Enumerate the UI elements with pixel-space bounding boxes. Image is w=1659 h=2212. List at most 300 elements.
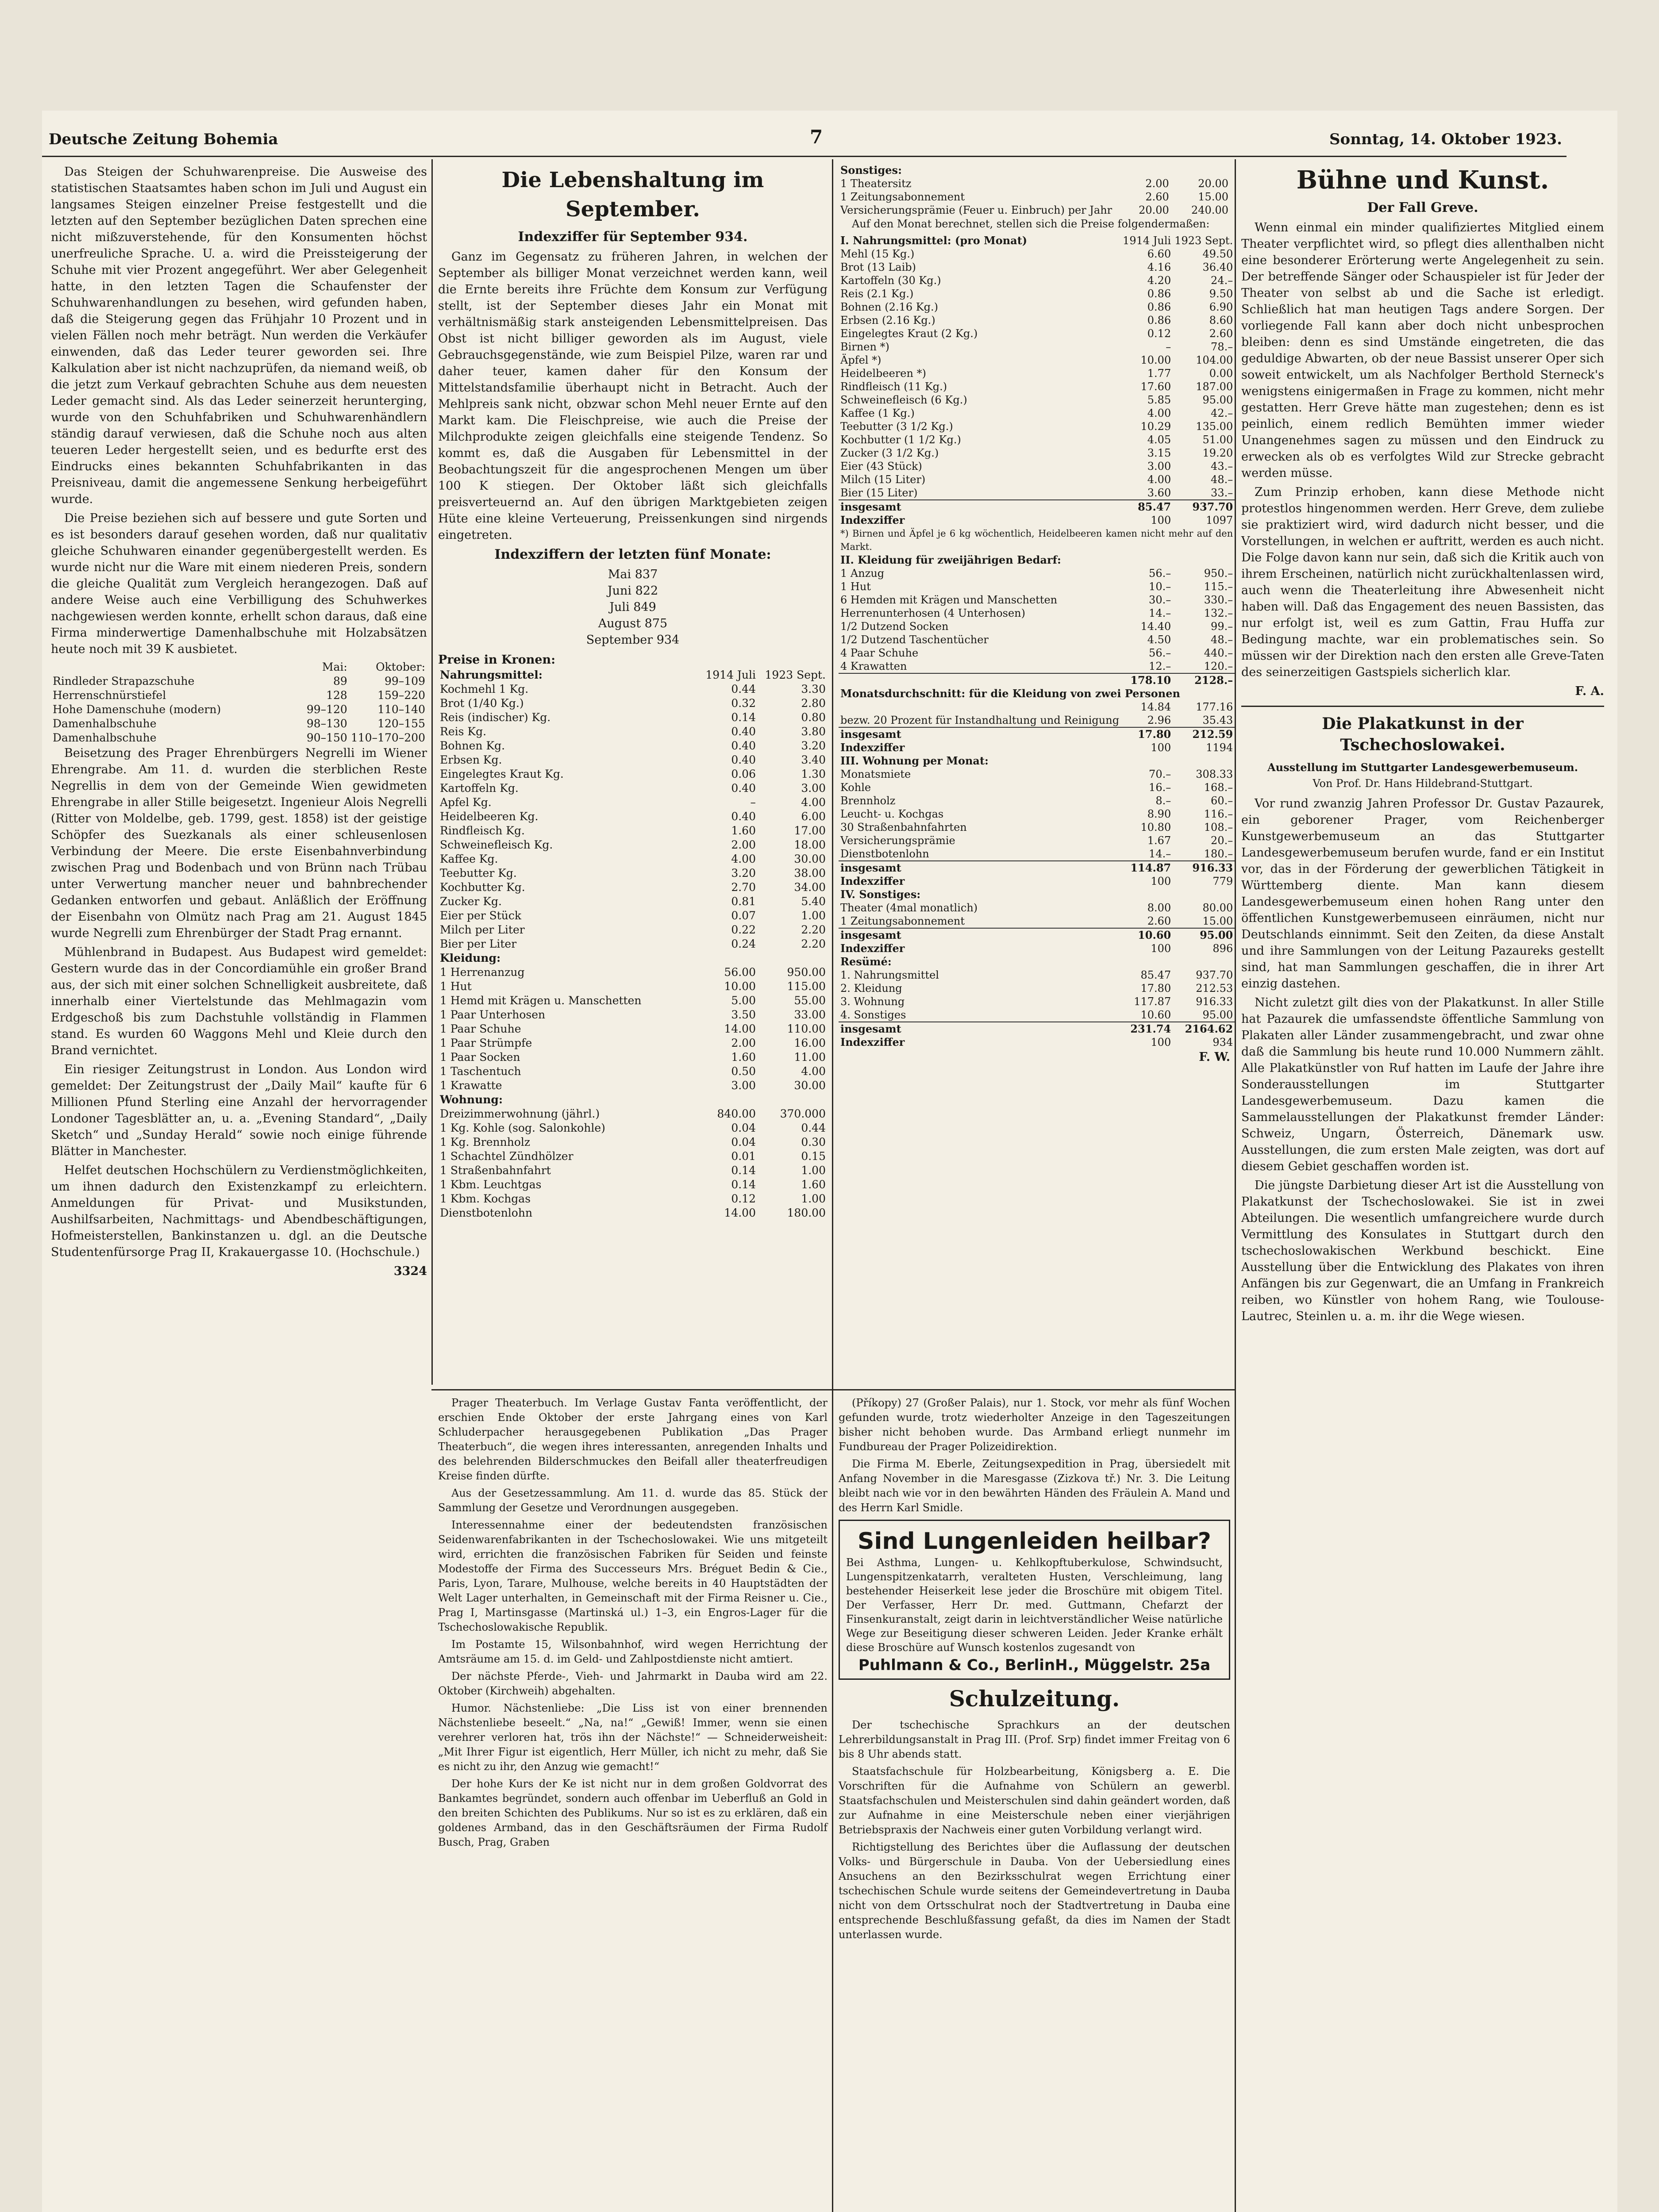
table-row <box>839 968 1235 982</box>
shoe-price-table <box>51 660 427 745</box>
table-cell-value: 0.15 <box>801 1150 826 1163</box>
table-row <box>438 753 828 767</box>
table-cell-value: – <box>1166 341 1171 353</box>
article-title-plakatkunst: Die Plakatkunst in der Tschechoslowakei. <box>1322 714 1524 754</box>
table-cell-value: 0.40 <box>731 782 756 795</box>
table-cell-value: 18.00 <box>794 838 826 851</box>
table-cell-value: 4.20 <box>1147 274 1171 287</box>
table-cell-label: 1/2 Dutzend Taschentücher <box>840 634 989 646</box>
article-shoe-prices-cont: Die Preise beziehen sich auf bessere und gute Sorten und es ist besonders darauf gesehen worden, daß nur qualitativ gleiche Schuhwaren einander gegenübergestellt werden. Es wurde nicht nur die Ware mit einem niederen Preis, sondern die gleiche Qualität zum Vergleich herangezogen. Daß auf andere Weise auch eine Verbilligung des Schuhwerkes nachgewiesen werden konnte, erhellt schon daraus, daß eine Firma minderwertige Damenhalbschuhe mit Holzabsätzen heute noch mit 39 K ausbietet. <box>51 511 427 656</box>
article-postamt: Im Postamte 15, Wilsonbahnhof, wird wegen Herrichtung der Amtsräume am 15. d. im Geld- und Zahlpostdienste nicht amtiert. <box>438 1638 828 1665</box>
table-row <box>438 965 828 979</box>
table-cell-value: 11.00 <box>794 1051 826 1064</box>
table-cell-value: 168.– <box>1204 781 1233 794</box>
table-cell-label: Zucker Kg. <box>440 895 502 908</box>
table-row <box>839 433 1235 446</box>
table-cell-value: 30.00 <box>794 853 826 865</box>
table-cell-label: 1 Kg. Brennholz <box>440 1136 531 1148</box>
table-cell-value: 0.12 <box>1147 327 1171 340</box>
table-cell-value: 5.85 <box>1147 394 1171 406</box>
table-cell-label: Milch (15 Liter) <box>840 473 926 486</box>
table-header: Mai: <box>322 661 347 673</box>
table-row <box>839 714 1235 727</box>
table-cell-value: – <box>750 796 756 809</box>
table-row <box>839 1008 1235 1022</box>
table-cell-label: Heidelbeeren Kg. <box>440 810 539 823</box>
article-greve: Wenn einmal ein minder qualifiziertes Mitglied einem Theater verpflichtet wird, so pflegt dies allenthalben nicht eine besonderer Erörterung werte Angelegenheit zu sein. Der betreffende Sänger oder Schauspieler ist für Jeder der Theater von selbst ab und die Sache ist erledigt. Schließlich hat man heutigen Tags andere Sorgen. Der vorliegende Fall kann aber doch nicht unbesprochen bleiben: denn es sind Umstände eingetreten, die das geduldige Abwarten, ob der neue Bassist unserer Oper sich soweit entwickelt, um als Nachfolger Berthold Sterneck's wenigstens einigermaßen in Frage zu kommen, nicht mehr gestatten. Herr Greve hätte man zugestehen; denn es ist peinlich, einem redlich Bemühten immer wieder Unangenehmes sagen zu müssen und den Eindruck zu erwecken als ob es verfolgtes Wild zur Strecke gebracht werden müsse. <box>1241 221 1604 480</box>
table-cell-value: 10.00 <box>724 980 756 993</box>
table-cell-value: 56.00 <box>724 966 756 979</box>
table-row: Hohe Damenschuhe (modern) 99–120 110–140 <box>53 703 425 716</box>
table-cell-value: 120.– <box>1204 660 1233 672</box>
index-line: Juni 822 <box>607 584 658 598</box>
table-row <box>438 1178 828 1192</box>
table-cell-value: 5.40 <box>801 895 826 908</box>
article-code: 3324 <box>393 1264 427 1278</box>
table-cell-value: 4.50 <box>1147 634 1171 646</box>
table-cell-value: 3.60 <box>1147 487 1171 499</box>
table-cell-value: 950.00 <box>787 966 826 979</box>
ad-title: Sind Lungenleiden heilbar? <box>858 1528 1211 1555</box>
table-cell-value: 8.90 <box>1147 808 1171 820</box>
index-line: September 934 <box>586 633 680 647</box>
table-cell-value: 3.40 <box>801 753 826 766</box>
table-row <box>438 866 828 880</box>
table-row <box>839 580 1235 593</box>
table-cell-label: 1 Taschentuch <box>440 1065 521 1078</box>
table-row <box>839 847 1235 861</box>
table-cell-value: 3.00 <box>801 782 826 795</box>
table-cell-value: 14.00 <box>724 1206 756 1219</box>
table-cell-label: Herrenunterhosen (4 Unterhosen) <box>840 607 1025 619</box>
table-cell-value: 10.29 <box>1140 420 1171 433</box>
table-cell-value: 36.40 <box>1202 261 1233 273</box>
table-cell-value: 0.40 <box>731 753 756 766</box>
table-cell-label: Reis Kg. <box>440 725 487 738</box>
table-cell-value: 3.00 <box>731 1079 756 1092</box>
table-cell-value: 8.00 <box>1147 902 1171 914</box>
article-title: Die Lebenshaltung im September. <box>501 168 764 222</box>
table-cell-value: 0.80 <box>801 711 826 724</box>
table-cell-value: 1.00 <box>801 1192 826 1205</box>
table-row <box>438 1107 828 1121</box>
table-cell-value: 2.60 <box>1145 191 1169 203</box>
table-cell-label: Eingelegtes Kraut Kg. <box>440 768 564 780</box>
article-student-aid: Helfet deutschen Hochschülern zu Verdienstmöglichkeiten, um ihnen dadurch den Existenzkampf zu erleichtern. Anmeldungen für Privat- und Musikstunden, Aushilfsarbeiten, Nachmittags- und Abendbeschäftigungen, Hofmeisterstellen, Bankinstanzen u. dgl. an die Deutsche Studentenfürsorge Prag II, Krakauergasse 10. (Hochschule.) <box>51 1164 427 1259</box>
table-cell-label: Dreizimmerwohnung (jährl.) <box>440 1107 600 1120</box>
table-cell-label: 4 Krawatten <box>840 660 907 672</box>
table-cell-label: Kartoffeln (30 Kg.) <box>840 274 941 287</box>
table-cell-value: 20.00 <box>1198 177 1228 190</box>
table-cell-label: Bier per Liter <box>440 937 517 950</box>
table-row <box>438 1192 828 1206</box>
table-row <box>438 696 828 710</box>
table-row <box>438 1022 828 1036</box>
table-cell-value: 9.50 <box>1209 288 1233 300</box>
table-row <box>839 794 1235 807</box>
table-cell-value: 180.– <box>1204 848 1233 860</box>
table-row: Damenhalbschuhe 98–130 120–155 <box>53 717 425 730</box>
table-cell-label: 1 Paar Socken <box>440 1051 520 1064</box>
table-row <box>839 367 1235 380</box>
table-cell-value: 0.06 <box>731 768 756 780</box>
table-row <box>839 460 1235 473</box>
table-cell-value: 117.87 <box>1134 995 1171 1008</box>
table-cell-label: Bier (15 Liter) <box>840 487 918 499</box>
table-row <box>438 795 828 810</box>
table-cell-value: 240.00 <box>1191 204 1228 216</box>
article-seidenwaren: Interessennahme einer der bedeutendsten französischen Seidenwarenfabrikanten in der Tschechoslowakei. Wie uns mitgeteilt wird, errichten die französischen Fabriken für Seiden und feinste Modestoffe der Firma des Successeurs Mrs. Bréguet Bedin & Cie., Paris, Lyon, Tarare, Mulhouse, welche bereits in 40 Hauptstädten der Welt Lager unterhalten, in Gemeinschaft mit der Firma Reisner u. Cie., Prag I, Martinsgasse (Martinská ul.) 1–3, ein Engros-Lager für die Tschechoslowakische Republik. <box>438 1519 828 1633</box>
index-heading: Indexziffern der letzten fünf Monate: <box>494 547 771 562</box>
table-cell-label: Monatsmiete <box>840 768 911 780</box>
ad-advertiser: Puhlmann & Co., BerlinH., Müggelstr. 25a <box>858 1656 1211 1674</box>
table-row <box>438 781 828 795</box>
table-cell-value: 1.60 <box>801 1178 826 1191</box>
table-cell-value: 4.05 <box>1147 434 1171 446</box>
signature: F. W. <box>1199 1050 1230 1064</box>
table-row <box>839 274 1235 287</box>
article-sprachkurs: Der tschechische Sprachkurs an der deutschen Lehrerbildungsanstalt in Prag III. (Prof. Srp) findet immer Freitag von 6 bis 8 Uhr abends statt. <box>839 1719 1230 1760</box>
table-cell-value: 10.80 <box>1140 821 1171 833</box>
table-row <box>839 380 1235 393</box>
table-row <box>839 700 1235 714</box>
section-title-buehne: Bühne und Kunst. <box>1296 165 1549 195</box>
table-row <box>839 177 1230 190</box>
column-3 <box>839 164 1233 1385</box>
column-1 <box>51 164 427 2212</box>
table-cell-label: Eier (43 Stück) <box>840 460 922 472</box>
table-cell-value: 51.00 <box>1202 434 1233 446</box>
table-row <box>839 646 1235 660</box>
article-plakatkunst: Vor rund zwanzig Jahren Professor Dr. Gustav Pazaurek, ein geborener Prager, vom Reichenberger Kunstgewerbemuseum an das Stuttgarter Landesgewerbemuseum berufen wurde, fand er ein Institut vor, das in der Förderung der gewerblichen Tätigkeit in Württemberg diente. Man kann diesem Landesgewerbemuseum einen hohen Rang unter den öffentlichen Kunstgewerbemuseen einräumen, nicht nur Deutschlands einnimmt. Seit den Zeiten, da diese Anstalt und ihre Sammlungen von der Leitung Pazaureks gestellt sind, hat man Sammlungen geschaffen, die in ihrer Art einzig dastehen. <box>1241 797 1604 991</box>
table-cell-value: 34.00 <box>794 881 826 894</box>
table-row <box>839 486 1235 500</box>
table-row <box>839 593 1235 607</box>
table-cell-value: 3.15 <box>1147 447 1171 459</box>
table-cell-value: 1.00 <box>801 1164 826 1177</box>
table-row <box>438 682 828 696</box>
table-row <box>438 1164 828 1178</box>
table-cell-label: Teebutter Kg. <box>440 867 517 879</box>
table-cell-label: 1 Hut <box>440 980 472 993</box>
table-cell-value: 2.70 <box>731 881 756 894</box>
table-cell-value: 0.40 <box>731 725 756 738</box>
index-line: Juli 849 <box>609 600 656 614</box>
table-cell-value: 60.– <box>1211 795 1233 807</box>
table-cell-label: Erbsen (2.16 Kg.) <box>840 314 935 326</box>
advertisement <box>839 1520 1230 1680</box>
table-cell-value: 0.04 <box>731 1136 756 1148</box>
table-cell-value: 4.00 <box>1147 407 1171 419</box>
table-cell-value: 1.77 <box>1147 367 1171 380</box>
table-cell-value: 20.– <box>1211 834 1233 847</box>
column-rule <box>1235 159 1236 2212</box>
article-dauba: Richtigstellung des Berichtes über die Auflassung der deutschen Volks- und Bürgerschule in Dauba. Von der Uebersiedlung eines Ansuchens an den Bezirksschulrat wegen Errichtung einer tschechischen Schule wurde seitens der Gemeindevertretung in Dauba nicht von dem Ortsschulrat noch der Stadtvertretung in Dauba eine entsprechende Beschlußfassung gefaßt, da dies im Namen der Stadt unterlassen wurde. <box>839 1841 1230 1941</box>
table-cell-value: 0.40 <box>731 810 756 823</box>
table-row <box>438 937 828 951</box>
table-row <box>839 633 1235 646</box>
table-cell-value: 33.00 <box>794 1008 826 1021</box>
table-cell-value: 132.– <box>1204 607 1233 619</box>
table-cell-value: 440.– <box>1204 647 1233 659</box>
table-cell-value: 2.20 <box>801 937 826 950</box>
table-cell-value: 0.86 <box>1147 288 1171 300</box>
table-cell-value: 48.– <box>1211 473 1233 486</box>
table-cell-label: Zucker (3 1/2 Kg.) <box>840 447 939 459</box>
table-row <box>438 824 828 838</box>
table-cell-value: 55.00 <box>794 994 826 1007</box>
section-title-schulzeitung: Schulzeitung. <box>949 1686 1120 1712</box>
table-cell-value: 19.20 <box>1202 447 1233 459</box>
table-cell-label: 1 Kbm. Kochgas <box>440 1192 531 1205</box>
table-row <box>438 767 828 781</box>
article-subtitle: Indexziffer für September 934. <box>518 229 748 245</box>
table-row <box>438 923 828 937</box>
article-armband: (Příkopy) 27 (Großer Palais), nur 1. Stock, vor mehr als fünf Wochen gefunden wurde, trotz wiederholter Anzeige in den Tageszeitungen bisher nicht behoben wurde. Das Armband erliegt nunmehr im Fundbureau der Prager Polizeidirektion. <box>839 1397 1230 1453</box>
table-cell-value: 3.20 <box>731 867 756 879</box>
article-subtitle-greve: Der Fall Greve. <box>1367 200 1478 215</box>
table-cell-value: 0.00 <box>1209 367 1233 380</box>
table-cell-label: 1 Hut <box>840 580 871 593</box>
table-cell-label: 1 Hemd mit Krägen u. Manschetten <box>440 994 642 1007</box>
column-2 <box>438 164 828 1385</box>
table-cell-value: 4.00 <box>801 1065 826 1078</box>
table-cell-label: Birnen *) <box>840 341 889 353</box>
table-cell-value: 1.00 <box>801 909 826 922</box>
article-greve-cont: Zum Prinzip erhoben, kann diese Methode nicht protestlos hingenommen werden. Herr Greve, dem zuliebe sie praktiziert wird, wird dadurch nicht besser, und die Vorstellungen, in welchen er auftritt, werden es auch nicht. Die Folge davon kann nur sein, daß sich die Kritik auch von ihrem Erscheinen, natürlich nicht zurückhaltenlassen wird, auch wenn die Theaterleitung ihre Abwesenheit nicht haben will. Daß das Engagement des neuen Bassisten, das nur erfolgt ist, weil es zum Gattin, Frau Huffa zur Bedingung machte, war ein problematisches sein. So müssen wir der Direktion nach den ersten alle Greve-Taten des seinerzeitigen Gastspiels sicherlich klar. <box>1241 485 1604 679</box>
table-row <box>438 739 828 753</box>
table-cell-value: 14.84 <box>1140 701 1171 713</box>
index-line: Mai 837 <box>608 568 658 581</box>
table-header: Oktober: <box>376 661 425 673</box>
table-row <box>438 1050 828 1064</box>
table-cell-label: 1 Paar Schuhe <box>440 1022 521 1035</box>
table-row <box>839 446 1235 460</box>
table-cell-label: Schweinefleisch (6 Kg.) <box>840 394 967 406</box>
table-cell-value: 6.90 <box>1209 301 1233 313</box>
page-header <box>49 126 1562 153</box>
table-cell-value: 187.00 <box>1196 380 1233 393</box>
table-row <box>839 190 1230 204</box>
table-row <box>438 895 828 909</box>
table-row <box>438 1079 828 1093</box>
table-cell-value: 10.– <box>1149 580 1171 593</box>
table-cell-value: 115.00 <box>787 980 826 993</box>
table-cell-value: 4.00 <box>801 796 826 809</box>
note: Auf den Monat berechnet, stellen sich die Preise folgendermaßen: <box>852 218 1210 230</box>
article-theaterbuch: Prager Theaterbuch. Im Verlage Gustav Fanta veröffentlicht, der erschien Ende Oktober der erste Jahrgang eines von Karl Schluderpacher herausgegebenen Publikation „Das Prager Theaterbuch“, die wegen ihres interessanten, anregenden Inhalts und des belehrenden Bilderschmuckes den Beifall aller theaterfreudigen Kreise finden dürfte. <box>438 1397 828 1482</box>
table-cell-value: 840.00 <box>717 1107 756 1120</box>
table-cell-label: Heidelbeeren *) <box>840 367 926 380</box>
table-cell-value: 308.33 <box>1196 768 1233 780</box>
table-cell-value: 0.12 <box>731 1192 756 1205</box>
table-cell-value: 108.– <box>1204 821 1233 833</box>
article-subtitle-plakatkunst: Ausstellung im Stuttgarter Landesgewerbemuseum. <box>1267 761 1578 774</box>
table-cell-value: 2.00 <box>1145 177 1169 190</box>
table-cell-value: 950.– <box>1204 567 1233 580</box>
table-cell-value: 0.44 <box>731 683 756 695</box>
table-cell-label: Kaffee (1 Kg.) <box>840 407 915 419</box>
table-row: Herrenschnürstiefel 128 159–220 <box>53 689 425 702</box>
table-row <box>438 725 828 739</box>
table-cell-label: Versicherungsprämie (Feuer u. Einbruch) per Jahr <box>840 204 1112 216</box>
section-rule <box>1241 706 1604 707</box>
table-cell-value: 0.30 <box>801 1136 826 1148</box>
table-cell-value: 33.– <box>1211 487 1233 499</box>
table-cell-label: Erbsen Kg. <box>440 753 502 766</box>
table-row <box>839 781 1235 794</box>
table-cell-value: 2.00 <box>731 838 756 851</box>
table-cell-value: 370.000 <box>780 1107 826 1120</box>
table-cell-label: Rindfleisch (11 Kg.) <box>840 380 947 393</box>
table-cell-label: 1. Nahrungsmittel <box>840 969 939 981</box>
table-cell-label: Kartoffeln Kg. <box>440 782 519 795</box>
table-row: Rindleder Strapazschuhe 89 99–109 <box>53 675 425 687</box>
table-row <box>438 909 828 923</box>
table-cell-value: 2.96 <box>1147 714 1171 726</box>
table-row <box>839 768 1235 781</box>
table-cell-value: 0.14 <box>731 1164 756 1177</box>
table-row <box>438 979 828 994</box>
table-row <box>839 901 1235 914</box>
table-cell-value: 0.81 <box>731 895 756 908</box>
table-cell-label: Kochbutter Kg. <box>440 881 525 894</box>
table-cell-value: 3.50 <box>731 1008 756 1021</box>
prices-heading: Preise in Kronen: <box>438 653 556 667</box>
page-number: 7 <box>810 126 823 148</box>
table-cell-label: Leucht- u. Kochgas <box>840 808 944 820</box>
article-author: Von Prof. Dr. Hans Hildebrand-Stuttgart. <box>1313 777 1533 790</box>
table-cell-label: 1 Zeitungsabonnement <box>840 915 965 927</box>
table-cell-value: 14.00 <box>724 1022 756 1035</box>
table-cell-value: 0.04 <box>731 1121 756 1134</box>
table-cell-value: 0.22 <box>731 923 756 936</box>
section-rule <box>431 1389 1235 1390</box>
table-cell-label <box>839 700 1121 714</box>
table-row <box>839 261 1235 274</box>
table-cell-value: 95.00 <box>1202 1009 1233 1021</box>
table-cell-value: 6.00 <box>801 810 826 823</box>
table-cell-value: 0.14 <box>731 711 756 724</box>
table-cell-value: 17.80 <box>1140 982 1171 995</box>
table-row <box>839 314 1235 327</box>
table-cell-label: 1 Krawatte <box>440 1079 502 1092</box>
table-cell-value: 0.32 <box>731 697 756 710</box>
table-cell-label: Rindfleisch Kg. <box>440 824 525 837</box>
table-cell-label: Dienstbotenlohn <box>440 1206 533 1219</box>
table-cell-label: Dienstbotenlohn <box>840 848 929 860</box>
table-cell-label: Mehl (15 Kg.) <box>840 248 915 260</box>
table-cell-value: 3.20 <box>801 739 826 752</box>
table-cell-label: 1/2 Dutzend Socken <box>840 620 949 633</box>
table-cell-value: 17.60 <box>1140 380 1171 393</box>
table-cell-value: 0.01 <box>731 1150 756 1163</box>
table-cell-label: Theater (4mal monatlich) <box>840 902 978 914</box>
table-row <box>839 821 1235 834</box>
table-cell-value: 2.60 <box>1209 327 1233 340</box>
table-cell-label: Kochmehl 1 Kg. <box>440 683 529 695</box>
table-cell-value: 80.00 <box>1202 902 1233 914</box>
table-cell-value: 15.00 <box>1198 191 1228 203</box>
table-row <box>839 300 1235 314</box>
table-row <box>839 204 1230 217</box>
table-cell-value: 0.14 <box>731 1178 756 1191</box>
table-cell-value: 1.67 <box>1147 834 1171 847</box>
table-cell-value: 2.60 <box>1147 915 1171 927</box>
issue-date: Sonntag, 14. Oktober 1923. <box>1329 131 1562 148</box>
table-cell-value: 99.– <box>1211 620 1233 633</box>
table-cell-label: 4 Paar Schuhe <box>840 647 919 659</box>
table-cell-label: bezw. 20 Prozent für Instandhaltung und Reinigung <box>840 714 1120 726</box>
table-cell-value: 212.53 <box>1196 982 1233 995</box>
table-row <box>839 340 1235 353</box>
table-cell-value: 4.16 <box>1147 261 1171 273</box>
table-cell-label: 1 Herrenanzug <box>440 966 525 979</box>
table-cell-value: 78.– <box>1211 341 1233 353</box>
table-cell-label: Kaffee Kg. <box>440 853 498 865</box>
table-cell-label: Versicherungsprämie <box>840 834 955 847</box>
table-row <box>438 880 828 895</box>
table-cell-label: 2. Kleidung <box>840 982 902 995</box>
table-cell-label: 30 Straßenbahnfahrten <box>840 821 967 833</box>
budget-table: Sonstiges: 1 Theatersitz 2.00 20.00 1 Zeitungsabonnement 2.60 15.00 Versicherungsprämie (Feuer u. Einbruch) per Jahr 20.00 240.00 <box>839 164 1230 217</box>
table-cell-value: 104.00 <box>1196 354 1233 366</box>
table-row <box>839 982 1235 995</box>
table-row <box>839 393 1235 407</box>
table-cell-value: 10.60 <box>1140 1009 1171 1021</box>
table-cell-label: 1 Paar Unterhosen <box>440 1008 546 1021</box>
table-cell-value: 30.00 <box>794 1079 826 1092</box>
table-cell-label: Teebutter (3 1/2 Kg.) <box>840 420 953 433</box>
table-row <box>839 660 1235 673</box>
table-cell-label: 6 Hemden mit Krägen und Manschetten <box>840 594 1058 606</box>
table-row <box>438 1064 828 1079</box>
table-row <box>839 287 1235 300</box>
article-shoe-prices: Das Steigen der Schuhwarenpreise. Die Ausweise des statistischen Staatsamtes haben schon im Juli und August ein langsames Steigen einzelner Preise festgestellt und die letzten auf den September bezüglichen Daten sprechen eine nicht mißzuverstehende, für den Konsumenten höchst unerfreuliche Sprache. U. a. wird die Preissteigerung der Schuhe mit vier Prozent angegeführt. Wer aber Gelegenheit hatte, in den letzten Tagen die Schaufenster der Schuhwarenhandlungen zu besehen, wird gefunden haben, daß die Steigerung gegen das Frühjahr 10 Prozent und in vielen Fällen noch mehr beträgt. Nun werden die Verkäufer einwenden, daß das Leder teurer geworden sei. Ihre Kalkulation aber ist nicht nachzuprüfen, da niemand weiß, ob die jetzt zum Verkauf gebrachten Schuhe aus dem neuesten Leder gemacht sind. Als das Leder seinerzeit herunterging, wurde von den Schuhfabriken und Schuhwarenhändlern ständig darauf verwiesen, daß die Schuhe noch aus alten teueren Leder hergestellt seien, und es bedurfte erst des Eindrucks eines bekannten Schuhfabrikanten in das Preisniveau, damit die angemessene Senkung herbeigeführt wurde. <box>51 165 427 506</box>
table-header <box>51 660 279 674</box>
table-cell-label: Bohnen Kg. <box>440 739 505 752</box>
table-row <box>438 1135 828 1149</box>
newspaper-name: Deutsche Zeitung Bohemia <box>49 131 278 148</box>
article-gesetze: Aus der Gesetzessammlung. Am 11. d. wurde das 85. Stück der Sammlung der Gesetze und Verordnungen ausgegeben. <box>438 1487 828 1514</box>
table-cell-value: 24.– <box>1211 274 1233 287</box>
article-negrelli: Beisetzung des Prager Ehrenbürgers Negrelli im Wiener Ehrengrabe. Am 11. d. wurden die sterblichen Reste Negrellis in dem von der Gemeinde Wien gewidmeten Ehrengrabe in aller Stille beigesetzt. Ingenieur Alois Negrelli (Ritter von Moldelbe, geb. 1799, gest. 1858) ist der geistige Schöpfer des Suezkanals als einer schleusenlosen Verbindung der Meere. Die erste Eisenbahnverbindung zwischen Prag und Bodenbach und von Brünn nach Trübau unter Verwertung mancher neuer und bahnbrechender Gedanken entworfen und gebaut. Anläßlich der Eröffnung der Eisenbahn von Olmütz nach Prag am 21. August 1845 wurde Negrelli zum Ehrenbürger der Stadt Prag ernannt. <box>51 746 427 940</box>
signature: F. A. <box>1575 684 1604 698</box>
table-cell-label: 1 Paar Strümpfe <box>440 1037 532 1049</box>
table-cell-value: 14.– <box>1149 848 1171 860</box>
table-cell-value: 4.00 <box>1147 473 1171 486</box>
table-cell-value: 2.80 <box>801 697 826 710</box>
article-kurs: Der hohe Kurs der Ke ist nicht nur in dem großen Goldvorrat des Bankamtes begründet, sondern auch offenbar im Ueberfluß an Gold in den breiten Schichten des Publikums. Nur so ist es zu erklären, daß ein goldenes Armband, das in den Geschäftsräumen der Firma Rudolf Busch, Prag, Graben <box>438 1778 828 1848</box>
table-cell-value: 8.– <box>1155 795 1171 807</box>
table-cell-value: 135.00 <box>1196 420 1233 433</box>
table-row <box>438 1149 828 1164</box>
table-row <box>438 838 828 852</box>
header-rule <box>42 156 1567 157</box>
column-rule <box>832 159 833 2212</box>
table-cell-label: Milch per Liter <box>440 923 525 936</box>
table-cell-value: 1.60 <box>731 824 756 837</box>
table-cell-value: 180.00 <box>787 1206 826 1219</box>
article-newspaper-trust: Ein riesiger Zeitungstrust in London. Aus London wird gemeldet: Der Zeitungstrust der „Daily Mail“ kaufte für 6 Millionen Pfund Sterling eine Anzahl der hervorragender Londoner Tagesblätter an, u. a. „Evening Standard“, „Daily Sketch“ und „Sunday Herald“ sowie noch einige führende Blätter in Manchester. <box>51 1063 427 1158</box>
table-cell-label: Reis (2.1 Kg.) <box>840 288 914 300</box>
table-cell-label: Eingelegtes Kraut (2 Kg.) <box>840 327 978 340</box>
table-cell-label: 3. Wohnung <box>840 995 905 1008</box>
table-row <box>839 247 1235 261</box>
table-cell-value: 5.00 <box>731 994 756 1007</box>
table-cell-value: 0.07 <box>731 909 756 922</box>
table-cell-value: 3.80 <box>801 725 826 738</box>
